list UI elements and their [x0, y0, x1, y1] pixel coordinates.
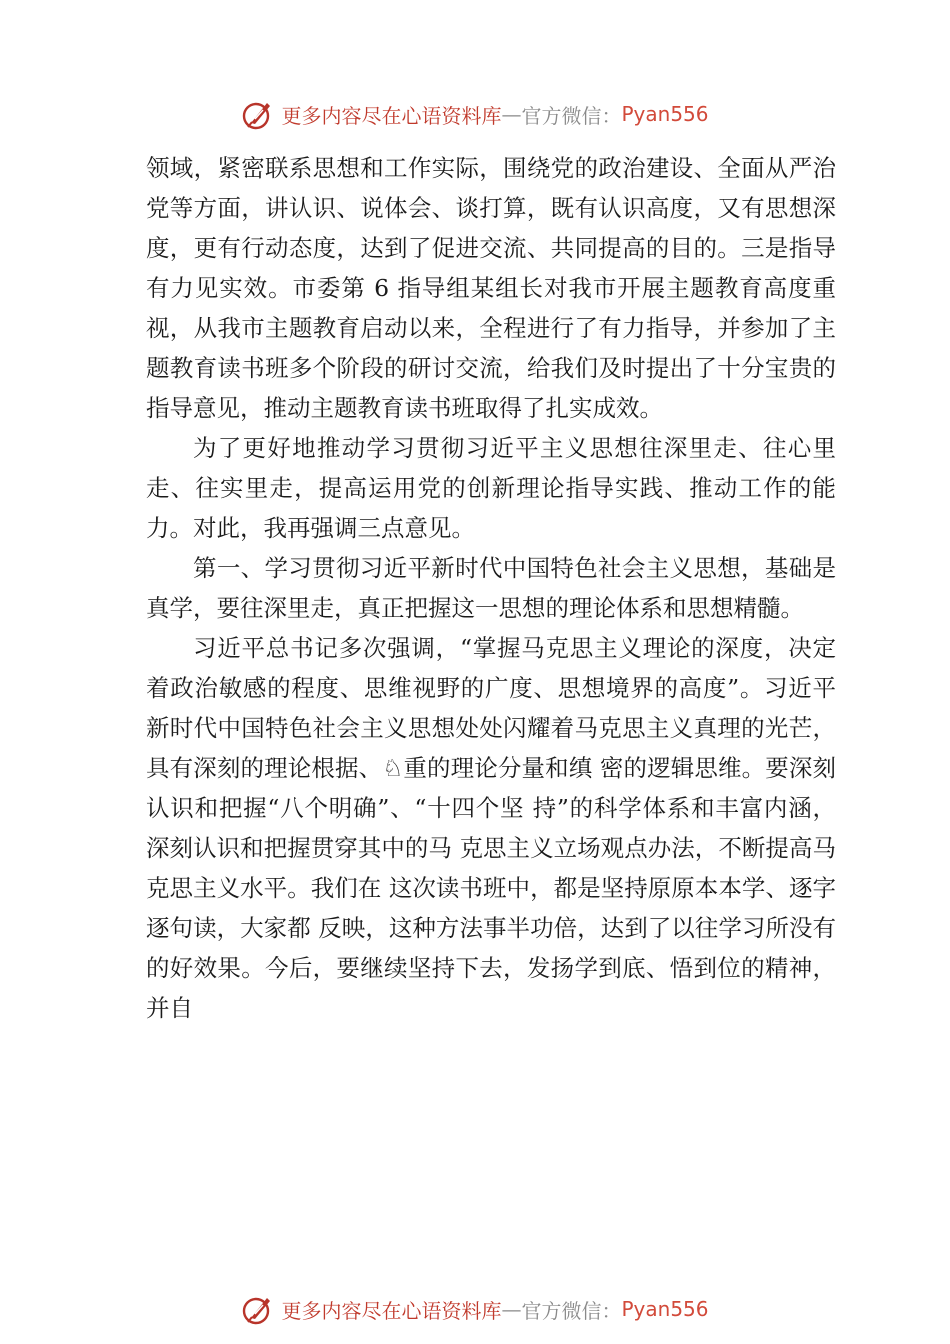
paragraph-4: 习近平总书记多次强调，“掌握马克思主义理论的深度，决定着政治敏感的程度、思维视野的广度、思想境界的高度”。习近平新时代中国特色社会主义思想处处闪耀着马克思主义真理的光芒，具有深刻的理论根据、♘重的理论分量和缜 密的逻辑思维。要深刻认识和把握“八个明确”、“十四个坚 持”的科学体系和丰富内涵，深刻认识和把握贯穿其中的马 克思主义立场观点办法，不断提高马克思主义水平。我们在 这次读书班中，都是坚持原原本本学、逐字逐句读，大家都 反映，这种方法事半功倍，达到了以往学习所没有的好效果。今后，要继续坚持下去，发扬学到底、悟到位的精神，并自 — [146, 634, 836, 1022]
paragraph-2: 为了更好地推动学习贯彻习近平主义思想往深里走、往心里走、往实里走，提高运用党的创新理论指导实践、推动工作的能力。对此，我再强调三点意见。 — [146, 434, 836, 542]
banner-channel-label: 官方微信： — [521, 103, 622, 128]
banner-separator: — — [501, 1297, 522, 1321]
paragraph-1: 领域，紧密联系思想和工作实际，围绕党的政治建设、全面从严治党等方面，讲认识、说体会、谈打算，既有认识高度，又有思想深度，更有行动态度，达到了促进交流、共同提高的目的。三是指导有力见实效。市委第 6 指导组某组长对我市开展主题教育高度重视，从我市主题教育启动以来，全程进行了有力指导，并参加了主题教育读书班多个阶段的研讨交流，给我们及时提出了十分宝贵的指导意见，推动主题教育读书班取得了扎实成效。 — [146, 154, 836, 422]
banner-brand-text: 更多内容尽在心语资料库 — [281, 103, 502, 128]
paragraph-3: 第一、学习贯彻习近平新时代中国特色社会主义思想，基础是真学，要往深里走，真正把握这一思想的理论体系和思想精髓。 — [146, 554, 836, 622]
banner-brand-text: 更多内容尽在心语资料库 — [281, 1298, 502, 1323]
feather-pen-logo-icon — [241, 1292, 275, 1326]
banner-contact-id: Pyan556 — [621, 1297, 709, 1321]
header-banner — [0, 92, 950, 136]
document-body — [146, 148, 836, 1028]
banner-channel-label: 官方微信： — [521, 1298, 622, 1323]
banner-separator: — — [501, 102, 522, 126]
footer-banner — [0, 1287, 950, 1331]
banner-contact-id: Pyan556 — [621, 102, 709, 126]
feather-pen-logo-icon — [241, 97, 275, 131]
